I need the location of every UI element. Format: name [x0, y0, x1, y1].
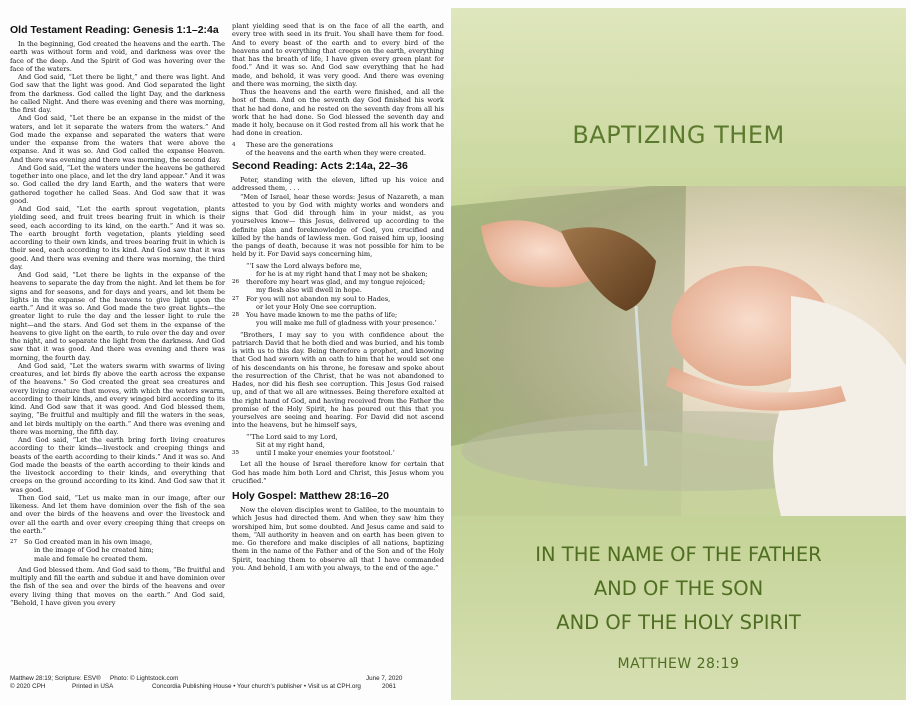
ot-paragraph: And God said, “Let the earth bring forth living creatures according to their kinds—livestock and creeping things and beasts of the earth according to their kinds.” And it was so. And God made the beasts of the earth according to their kinds and the livestock according to their kinds, and everything that creeps on the ground according to its kind. And God saw that it was good.	[10, 436, 225, 494]
ot-paragraph: And God said, “Let the waters swarm with swarms of living creatures, and let birds fly above the earth across the expanse of the heavens.” So God created the great sea creatures and every living creature that moves, with which the waters swarm, according to their kinds, and every winged bird according to its kind. And God saw that it was good. And God blessed them, saying, “Be fruitful and multiply and fill the waters in the seas, and let birds multiply on the earth.” And there was evening and there was morning, the fifth day.	[10, 361, 225, 436]
poem-text: Sit at my right hand,	[256, 440, 325, 449]
verse-number	[232, 286, 246, 294]
poem-text: “‘The Lord said to my Lord,	[246, 432, 338, 441]
cover-line-1: IN THE NAME OF THE FATHER	[535, 543, 822, 566]
baptism-illustration	[451, 186, 906, 516]
verse-number: 27	[10, 539, 17, 545]
poem-line	[232, 311, 444, 319]
ot-paragraph: And God said, “Let the earth sprout vegetation, plants yielding seed, and fruit trees bearing fruit in which is their seed, each according to its kind, on the earth.” And it was so. The earth brought forth vegetation, plants yielding seed according to their own kinds, and trees bearing fruit in which is their seed, each according to its kind. And God saw that it was good. And there was evening and there was morning, the third day.	[10, 205, 225, 271]
gospel-paragraph: Now the eleven disciples went to Galilee, to the mountain to which Jesus had directed them. And when they saw him they worshiped him, but some doubted. And Jesus came and said to them, “All authority in heaven and on earth has been given to me. Go therefore and make disciples of all nations, baptizing them in the name of the Father and of the Son and of the Holy Spirit, teaching them to observe all that I have commanded you. And behold, I am with you always, to the end of the age.”	[232, 506, 444, 572]
footer	[10, 675, 444, 701]
verse-number	[10, 555, 24, 563]
verse-number	[232, 303, 246, 311]
verse-number	[232, 433, 246, 441]
second-reading-text	[232, 176, 444, 259]
second-reading-heading: Second Reading: Acts 2:14a, 22–36	[232, 160, 408, 172]
poem-text: for he is at my right hand that I may not be shaken;	[256, 269, 428, 278]
poem-text: you will make me full of gladness with your presence.’	[256, 319, 437, 328]
second-reading-text-3	[232, 460, 444, 485]
poem-line	[232, 286, 444, 294]
poem-text: You have made known to me the paths of life;	[246, 311, 398, 319]
poem-line: 4 These are the generations	[232, 141, 444, 149]
left-column	[10, 22, 225, 662]
poem-line	[232, 278, 444, 286]
ot-poem	[10, 538, 225, 563]
poem-line	[232, 270, 444, 278]
second-reading-text-2	[232, 331, 444, 430]
verse-number: 26	[232, 279, 239, 285]
footer-copyright: © 2020 CPH	[10, 683, 46, 690]
poem-line	[232, 441, 444, 449]
verse-number	[10, 546, 24, 554]
footer-code: 2061	[382, 683, 397, 690]
ot-continued	[232, 22, 444, 138]
ot-heading: Old Testament Reading: Genesis 1:1–2:4a	[10, 24, 219, 36]
gospel-text	[232, 506, 444, 572]
cover-line-2: AND OF THE SON	[593, 577, 764, 600]
generations-verse	[232, 141, 444, 158]
verse-number	[232, 441, 246, 449]
baptism-photo	[451, 186, 906, 516]
footer-publisher: Concordia Publishing House • Your church’s publisher • Visit us at CPH.org	[152, 683, 361, 690]
ot-text-end	[10, 566, 225, 607]
poem-text: These are the generations	[246, 140, 333, 149]
footer-scripture: Matthew 28:19; Scripture: ESV®	[10, 675, 101, 682]
poem-text: male and female he created them.	[34, 554, 148, 563]
poem-text: of the heavens and the earth when they were created.	[246, 148, 426, 157]
poem-text: or let your Holy One see corruption.	[256, 302, 377, 311]
footer-photo: Photo: © Lightstock.com	[110, 675, 179, 682]
ot-paragraph: In the beginning, God created the heavens and the earth. The earth was without form and void, and darkness was over the face of the deep. And the Spirit of God was hovering over the face of the waters.	[10, 40, 225, 73]
ot-paragraph: Thus the heavens and the earth were finished, and all the host of them. And on the seventh day God finished his work that he had done, and he rested on the seventh day from all his work that he had done. So God blessed the seventh day and made it holy, because on it God rested from all his work that he had done in creation.	[232, 88, 444, 138]
ot-paragraph: And God said, “Let the waters under the heavens be gathered together into one place, and let the dry land appear.” And it was so. God called the dry land Earth, and the waters that were gathered together he called Seas. And God saw that it was good.	[10, 163, 225, 205]
verse-number	[232, 262, 246, 270]
gospel-heading: Holy Gospel: Matthew 28:16–20	[232, 490, 389, 502]
ot-paragraph: And God said, “Let there be lights in the expanse of the heavens to separate the day from the night. And let them be for signs and for seasons, and for days and years, and let them be lights in the expanse of the heavens to give light upon the earth.” And it was so. And God made the two great lights—the greater light to rule the day and the lesser light to rule the night—and the stars. And God set them in the expanse of the heavens to give light on the earth, to rule over the day and over the night, and to separate the light from the darkness. And God saw that it was good. And there was evening and there was morning, the fourth day.	[10, 271, 225, 362]
poem-line	[232, 303, 444, 311]
cover-line-3: AND OF THE HOLY SPIRIT	[556, 611, 801, 634]
psalm-quote-2	[232, 433, 444, 458]
poem-text: “‘I saw the Lord always before me,	[246, 261, 362, 270]
verse-number	[232, 319, 246, 327]
poem-line	[232, 149, 444, 157]
poem-line	[232, 295, 444, 303]
psalm-quote	[232, 262, 444, 328]
poem-line	[10, 538, 225, 546]
middle-column	[232, 22, 444, 662]
verse-number: 27	[232, 295, 239, 302]
poem-line	[232, 262, 444, 270]
poem-text: until I make your enemies your footstool.’	[256, 449, 395, 457]
second-paragraph: “Men of Israel, hear these words: Jesus of Nazareth, a man attested to you by God with mighty works and wonders and signs that God did through him in your midst, as you yourselves know— this Jesus, delivered up according to the definite plan and foreknowledge of God, you crucified and killed by the hands of lawless men. God raised him up, loosing the pangs of death, because it was not possible for him to be held by it. For David says concerning him,	[232, 192, 444, 259]
ot-paragraph: And God said, “Let there be light,” and there was light. And God saw that the light was good. And God separated the light from the darkness. God called the light Day, and the darkness he called Night. And there was evening and there was morning, the first day.	[10, 73, 225, 114]
ot-text	[10, 40, 225, 535]
second-paragraph: “Brothers, I may say to you with confidence about the patriarch David that he both died and was buried, and his tomb is with us to this day. Being therefore a prophet, and knowing that God had sworn with an oath to him that he would set one of his descendants on his throne, he foresaw and spoke about the resurrection of the Christ, that he was not abandoned to Hades, nor did his flesh see corruption. This Jesus God raised up, and of that we all are witnesses. Being therefore exalted at the right hand of God, and having received from the Father the promise of the Holy Spirit, he has poured out this that you yourselves are seeing and hearing. For David did not ascend into the heavens, but he himself says,	[232, 330, 444, 430]
poem-line	[10, 546, 225, 554]
cover-panel	[451, 8, 906, 700]
ot-paragraph: And God said, “Let there be an expanse in the midst of the waters, and let it separate the waters from the waters.” And God made the expanse and separated the waters that were under the expanse from the waters that were above the expanse. And it was so. And God called the expanse Heaven. And there was evening and there was morning, the second day.	[10, 114, 225, 164]
cover-title: BAPTIZING THEM	[572, 121, 785, 149]
poem-line	[10, 555, 225, 563]
ot-paragraph: And God blessed them. And God said to them, “Be fruitful and multiply and fill the earth and subdue it and have dominion over the fish of the sea and over the birds of the heavens and over every living thing that moves on the earth.” And God said, “Behold, I have given you every	[10, 565, 225, 607]
poem-line	[232, 433, 444, 441]
poem-text: therefore my heart was glad, and my tongue rejoiced;	[246, 278, 426, 286]
poem-text: So God created man in his own image,	[24, 538, 153, 546]
verse-number: 28	[232, 312, 239, 318]
verse-number: 35	[232, 450, 239, 456]
poem-text: in the image of God he created him;	[34, 546, 154, 555]
verse-number	[232, 270, 246, 278]
poem-line	[232, 449, 444, 457]
footer-date: June 7, 2020	[366, 675, 403, 682]
ot-paragraph: plant yielding seed that is on the face of all the earth, and every tree with seed in its fruit. You shall have them for food. And to every beast of the earth and to every bird of the heavens and to everything that creeps on the earth, everything that has the breath of life, I have given every green plant for food.” And it was so. And God saw everything that he had made, and behold, it was very good. And there was evening and there was morning, the sixth day.	[232, 22, 444, 88]
second-paragraph: Let all the house of Israel therefore know for certain that God has made him both Lord and Christ, this Jesus whom you crucified.”	[232, 460, 444, 485]
poem-text: my flesh also will dwell in hope.	[256, 286, 362, 295]
ot-paragraph: Then God said, “Let us make man in our image, after our likeness. And let them have dominion over the fish of the sea and over the birds of the heavens and over the livestock and over all the earth and over every creeping thing that creeps on the earth.”	[10, 493, 225, 535]
cover-reference: MATTHEW 28:19	[617, 656, 740, 672]
poem-text: For you will not abandon my soul to Hades,	[246, 294, 391, 303]
poem-line	[232, 319, 444, 327]
footer-printed: Printed in USA	[72, 683, 114, 690]
second-paragraph: Peter, standing with the eleven, lifted up his voice and addressed them, . . .	[232, 176, 444, 193]
